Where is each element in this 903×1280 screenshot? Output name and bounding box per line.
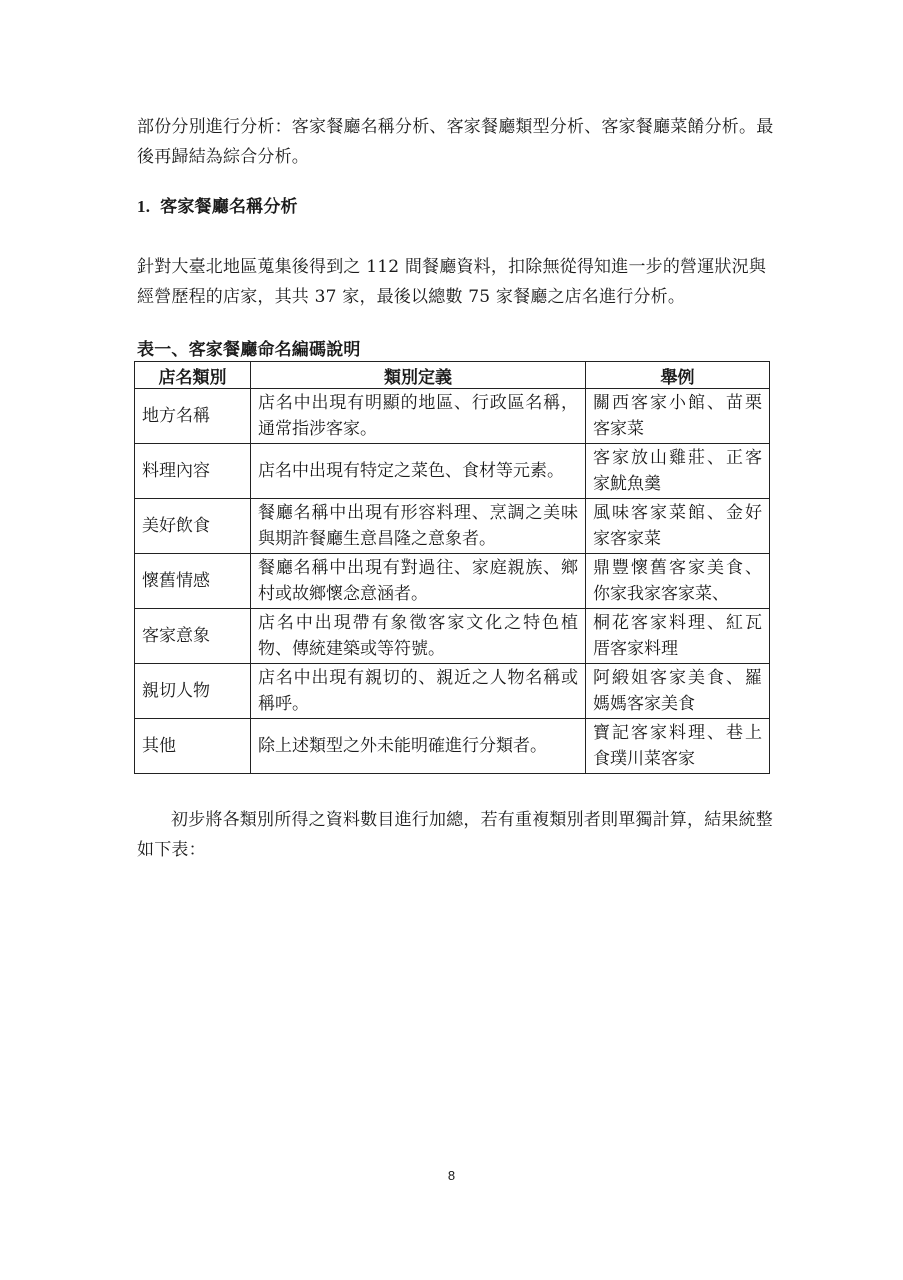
- table-row: [135, 444, 770, 499]
- section-title: 客家餐廳名稱分析: [160, 197, 298, 217]
- naming-code-table: [134, 361, 770, 774]
- section-number: 1.: [137, 197, 151, 216]
- category-cell: 客家意象: [135, 609, 251, 664]
- summary-paragraph: 初步將各類別所得之資料數目進行加總，若有重複類別者則單獨計算，結果統整如下表：: [137, 810, 773, 860]
- definition-cell: 除上述類型之外未能明確進行分類者。: [251, 719, 586, 774]
- definition-cell: 餐廳名稱中出現有形容料理、烹調之美味與期許餐廳生意昌隆之意象者。: [251, 499, 586, 554]
- data-collection-paragraph: 針對大臺北地區蒐集後得到之 112 間餐廳資料，扣除無從得知進一步的營運狀況與經營歷程的店家，其共 37 家，最後以總數 75 家餐廳之店名進行分析。: [137, 257, 767, 307]
- example-cell: 桐花客家料理、紅瓦厝客家料理: [586, 609, 770, 664]
- category-cell: 料理內容: [135, 444, 251, 499]
- example-cell: 寶記客家料理、巷上食璞川菜客家: [586, 719, 770, 774]
- table-row: [135, 664, 770, 719]
- header-category: 店名類別: [135, 362, 251, 389]
- category-cell: 懷舊情感: [135, 554, 251, 609]
- page-number: 8: [447, 1168, 456, 1183]
- intro-paragraph: 部份分別進行分析：客家餐廳名稱分析、客家餐廳類型分析、客家餐廳菜餚分析。最後再歸結為綜合分析。: [137, 117, 774, 167]
- category-cell: 親切人物: [135, 664, 251, 719]
- table-row: [135, 609, 770, 664]
- definition-cell: 店名中出現有親切的、親近之人物名稱或稱呼。: [251, 664, 586, 719]
- header-example: 舉例: [586, 362, 770, 389]
- example-cell: 風味客家菜館、金好家客家菜: [586, 499, 770, 554]
- header-definition: 類別定義: [251, 362, 586, 389]
- table-caption: 表一、客家餐廳命名編碼說明: [137, 340, 361, 360]
- table-row: [135, 719, 770, 774]
- table-row: [135, 554, 770, 609]
- category-cell: 美好飲食: [135, 499, 251, 554]
- example-cell: 鼎豐懷舊客家美食、你家我家客家菜、: [586, 554, 770, 609]
- category-cell: 其他: [135, 719, 251, 774]
- table-header-row: [135, 362, 770, 389]
- definition-cell: 店名中出現有特定之菜色、食材等元素。: [251, 444, 586, 499]
- example-cell: 關西客家小館、苗栗客家菜: [586, 389, 770, 444]
- table-row: [135, 389, 770, 444]
- definition-cell: 餐廳名稱中出現有對過往、家庭親族、鄉村或故鄉懷念意涵者。: [251, 554, 586, 609]
- definition-cell: 店名中出現有明顯的地區、行政區名稱，通常指涉客家。: [251, 389, 586, 444]
- section-heading: [137, 192, 777, 222]
- table-row: [135, 499, 770, 554]
- example-cell: 客家放山雞莊、正客家魷魚羹: [586, 444, 770, 499]
- definition-cell: 店名中出現帶有象徵客家文化之特色植物、傳統建築或等符號。: [251, 609, 586, 664]
- category-cell: 地方名稱: [135, 389, 251, 444]
- example-cell: 阿緞姐客家美食、羅媽媽客家美食: [586, 664, 770, 719]
